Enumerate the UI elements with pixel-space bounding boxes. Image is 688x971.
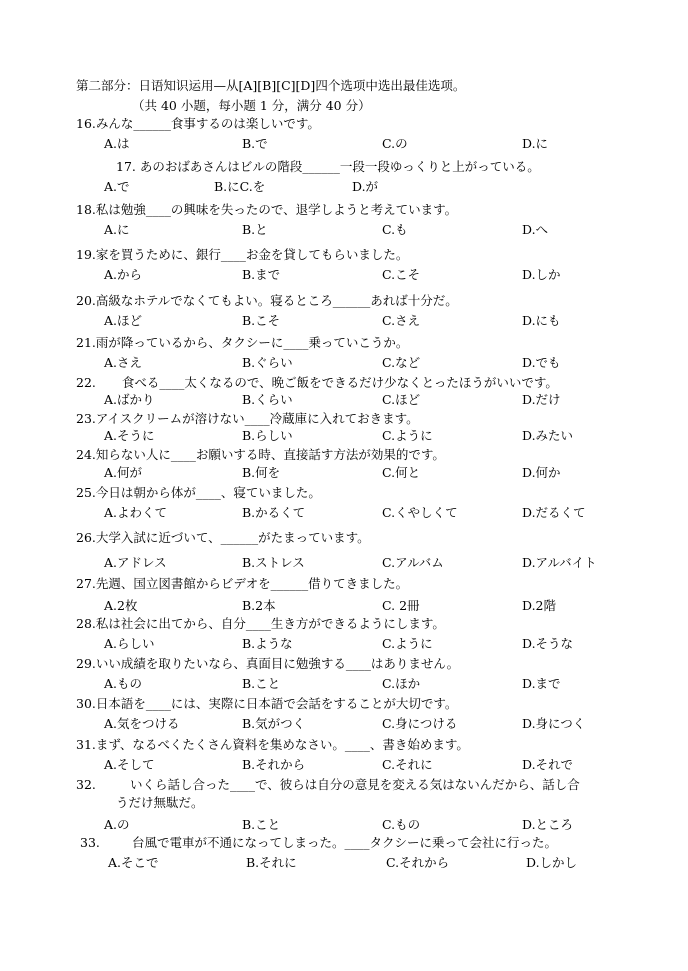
question-text: 高級なホテルでなくてもよい。寝るところ______あれば十分だ。 xyxy=(95,293,458,308)
question-30 xyxy=(76,694,636,734)
option-d[interactable]: D.身につく xyxy=(522,716,586,731)
options-row xyxy=(76,675,636,694)
question-33 xyxy=(80,833,640,873)
option-a[interactable]: A.気をつける xyxy=(104,716,180,731)
option-d[interactable]: D.アルバイト xyxy=(522,555,597,570)
option-b[interactable]: B.2本 xyxy=(242,598,276,613)
option-b-c[interactable]: B.にC.を xyxy=(214,179,266,194)
option-c[interactable]: C. 2冊 xyxy=(382,598,420,613)
section-title: 第二部分：日语知识运用—从[A][B][C][D]四个选项中选出最佳选项。 xyxy=(76,78,466,93)
question-17 xyxy=(76,157,636,197)
option-a[interactable]: A.そして xyxy=(104,757,155,772)
question-text: 日本語を____には、実際に日本語で会話をすることが大切です。 xyxy=(95,696,458,711)
question-number: 25. xyxy=(76,485,96,500)
question-22 xyxy=(76,373,636,410)
option-b[interactable]: B.こそ xyxy=(242,313,281,328)
option-d[interactable]: D.何か xyxy=(522,465,561,480)
option-c[interactable]: C.身につける xyxy=(382,716,458,731)
option-b[interactable]: B.かるくて xyxy=(242,505,306,520)
option-b[interactable]: B.らしい xyxy=(242,428,293,443)
option-c[interactable]: C.ように xyxy=(382,636,433,651)
option-a[interactable]: A.は xyxy=(104,136,130,151)
options-row xyxy=(76,178,636,197)
question-text: 食べる____太くなるので、晩ご飯をできるだけ少なくとったほうがいいです。 xyxy=(121,375,558,390)
option-a[interactable]: A.の xyxy=(104,817,130,832)
question-31 xyxy=(76,735,636,775)
options-row xyxy=(76,135,636,154)
question-29 xyxy=(76,654,636,694)
option-d[interactable]: D.が xyxy=(352,179,379,194)
question-27 xyxy=(76,574,636,616)
question-number: 29. xyxy=(76,656,96,671)
question-number: 32. xyxy=(76,777,96,792)
option-a[interactable]: A.よわくて xyxy=(104,505,168,520)
option-d[interactable]: D.しかし xyxy=(526,855,578,870)
option-a[interactable]: A.ばかり xyxy=(104,392,155,407)
option-c[interactable]: C.こそ xyxy=(382,267,421,282)
option-a[interactable]: A.さえ xyxy=(104,355,143,370)
question-text: まず、なるべくたくさん資料を集めなさい。____、書き始めます。 xyxy=(95,737,469,752)
options-row xyxy=(76,266,636,285)
option-b[interactable]: B.まで xyxy=(242,267,281,282)
question-text: 私は社会に出てから、自分____生き方ができるようにします。 xyxy=(95,616,445,631)
option-d[interactable]: D.に xyxy=(522,136,549,151)
option-a[interactable]: A.アドレス xyxy=(104,555,167,570)
question-number: 21. xyxy=(76,335,96,350)
question-text: 知らない人に____お願いする時、直接話す方法が効果的です。 xyxy=(95,447,445,462)
option-b[interactable]: B.で xyxy=(242,136,268,151)
question-24 xyxy=(76,445,636,483)
options-row xyxy=(76,427,636,446)
question-28 xyxy=(76,614,636,654)
question-number: 16. xyxy=(76,116,96,131)
option-a[interactable]: A.もの xyxy=(104,676,143,691)
option-d[interactable]: D.だるくて xyxy=(522,505,586,520)
option-a[interactable]: A.らしい xyxy=(104,636,155,651)
option-d[interactable]: D.でも xyxy=(522,355,561,370)
question-text: いくら話し合った____で、彼らは自分の意見を変える気はないんだから、話し合うだけ無駄だ。 xyxy=(116,777,580,810)
option-a[interactable]: A.そこで xyxy=(108,855,159,870)
question-number: 20. xyxy=(76,293,96,308)
options-row xyxy=(76,554,636,573)
question-19 xyxy=(76,245,636,285)
option-c[interactable]: C.アルバム xyxy=(382,555,444,570)
option-c[interactable]: C.の xyxy=(382,136,408,151)
option-c[interactable]: C.ほど xyxy=(382,392,421,407)
option-c[interactable]: C.さえ xyxy=(382,313,421,328)
option-d[interactable]: D.しか xyxy=(522,267,561,282)
question-number: 27. xyxy=(76,576,96,591)
option-d[interactable]: D.2階 xyxy=(522,598,557,613)
question-text: 先週、国立図書館からビデオを______借りてきました。 xyxy=(95,576,409,591)
option-b[interactable]: B.それに xyxy=(246,855,297,870)
option-d[interactable]: D.ところ xyxy=(522,817,574,832)
option-d[interactable]: D.それで xyxy=(522,757,574,772)
question-text: 家を買うために、銀行____お金を貸してもらいました。 xyxy=(95,247,409,262)
question-number: 24. xyxy=(76,447,96,462)
question-text: 雨が降っているから、タクシーに____乗っていこうか。 xyxy=(95,335,409,350)
question-text: みんな______食事するのは楽しいです。 xyxy=(95,116,320,131)
question-number: 28. xyxy=(76,616,96,631)
question-number: 22. xyxy=(76,375,96,390)
options-row xyxy=(76,354,636,373)
option-d[interactable]: D.にも xyxy=(522,313,561,328)
option-c[interactable]: C.ほか xyxy=(382,676,421,691)
option-b[interactable]: B.ような xyxy=(242,636,293,651)
question-25 xyxy=(76,483,636,523)
option-b[interactable]: B.こと xyxy=(242,676,281,691)
question-text: 今日は朝から体が____、寝ていました。 xyxy=(95,485,321,500)
question-32 xyxy=(76,776,636,835)
option-b[interactable]: B.ストレス xyxy=(242,555,305,570)
question-text: 大学入試に近づいて、______がたまっています。 xyxy=(95,530,370,545)
option-a[interactable]: A.で xyxy=(104,179,130,194)
options-row xyxy=(76,504,636,523)
option-a[interactable]: A.そうに xyxy=(104,428,155,443)
option-b[interactable]: B.何を xyxy=(242,465,281,480)
options-row xyxy=(76,756,636,775)
question-16 xyxy=(76,114,636,154)
option-c[interactable]: C.何と xyxy=(382,465,421,480)
option-c[interactable]: C.など xyxy=(382,355,421,370)
option-b[interactable]: B.それから xyxy=(242,757,306,772)
question-number: 18. xyxy=(76,202,96,217)
question-number: 23. xyxy=(76,411,96,426)
options-row xyxy=(76,312,636,331)
options-row xyxy=(76,391,636,410)
question-23 xyxy=(76,409,636,446)
options-row xyxy=(76,715,636,734)
option-c[interactable]: C.くやしくて xyxy=(382,505,458,520)
question-21 xyxy=(76,333,636,373)
question-26 xyxy=(76,528,636,573)
option-d[interactable]: D.まで xyxy=(522,676,561,691)
option-a[interactable]: A.何が xyxy=(104,465,143,480)
question-number: 31. xyxy=(76,737,96,752)
option-c[interactable]: C.それから xyxy=(386,855,450,870)
options-row xyxy=(76,221,636,240)
option-c[interactable]: C.それに xyxy=(382,757,433,772)
option-b[interactable]: B.と xyxy=(242,222,268,237)
question-number: 19. xyxy=(76,247,96,262)
option-d[interactable]: D.だけ xyxy=(522,392,561,407)
option-c[interactable]: C.も xyxy=(382,222,408,237)
options-row xyxy=(76,464,636,483)
question-text: 私は勉強____の興味を失ったので、退学しようと考えています。 xyxy=(95,202,458,217)
question-18 xyxy=(76,200,636,240)
question-text: いい成績を取りたいなら、真面目に勉強する____はありません。 xyxy=(95,656,460,671)
option-c[interactable]: C.ように xyxy=(382,428,433,443)
options-row xyxy=(80,854,640,873)
option-d[interactable]: D.へ xyxy=(522,222,549,237)
options-row xyxy=(76,635,636,654)
option-c[interactable]: C.もの xyxy=(382,817,421,832)
option-b[interactable]: B.ぐらい xyxy=(242,355,293,370)
option-b[interactable]: B.こと xyxy=(242,817,281,832)
section-header xyxy=(76,76,465,116)
option-a[interactable]: A.から xyxy=(104,267,143,282)
question-number: 17. xyxy=(116,159,136,174)
question-20 xyxy=(76,291,636,331)
question-number: 30. xyxy=(76,696,96,711)
option-a[interactable]: A.2枚 xyxy=(104,598,138,613)
option-b[interactable]: B.気がつく xyxy=(242,716,306,731)
question-text: 台風で電車が不通になってしまった。____タクシーに乗って会社に行った。 xyxy=(132,835,558,850)
option-b[interactable]: B.くらい xyxy=(242,392,293,407)
question-text: アイスクリームが溶けない____冷蔵庫に入れておきます。 xyxy=(95,411,419,426)
section-subtitle: （共 40 小题，每小题 1 分，满分 40 分） xyxy=(132,98,371,113)
option-a[interactable]: A.ほど xyxy=(104,313,143,328)
question-text: あのおばあさんはビルの階段______一段一段ゆっくりと上がっている。 xyxy=(139,159,540,174)
option-d[interactable]: D.そうな xyxy=(522,636,574,651)
option-d[interactable]: D.みたい xyxy=(522,428,574,443)
option-a[interactable]: A.に xyxy=(104,222,130,237)
question-number: 33. xyxy=(80,835,100,850)
question-number: 26. xyxy=(76,530,96,545)
